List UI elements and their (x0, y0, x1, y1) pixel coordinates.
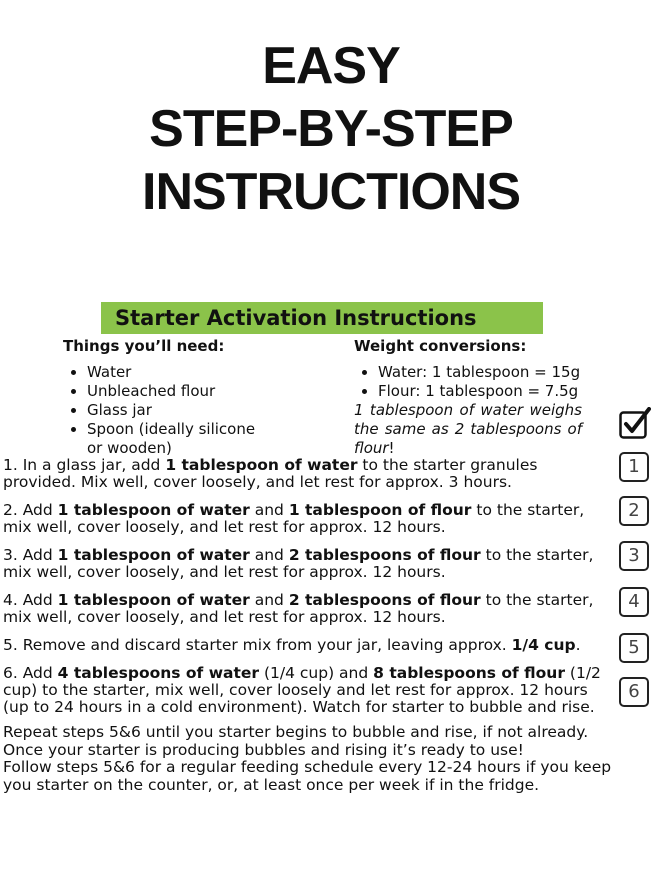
needs-heading: Things you’ll need: (63, 337, 225, 355)
repeat-instructions (3, 724, 613, 794)
step-2: 2. Add 1 tablespoon of water and 1 tablespoon of flour to the starter, mix well, cover loosely, and let rest for approx. 12 hours. (3, 501, 585, 536)
step-3: 3. Add 1 tablespoon of water and 2 tablespoons of flour to the starter, mix well, cover loosely, and let rest for approx. 12 hours. (3, 546, 594, 581)
title-line-1: EASY (262, 37, 400, 95)
repeat-line-2: Once your starter is producing bubbles and rising it’s ready to use! (3, 740, 524, 759)
needs-item: • Water (87, 363, 303, 382)
conversions-heading: Weight conversions: (354, 337, 527, 355)
section-banner: Starter Activation Instructions (101, 302, 543, 334)
needs-section (63, 337, 303, 458)
step-1-number-box: 1 (619, 452, 649, 482)
checked-box-icon (619, 407, 651, 439)
step-4: 4. Add 1 tablespoon of water and 2 tablespoons of flour to the starter, mix well, cover loosely, and let rest for approx. 12 hours. (3, 591, 594, 626)
needs-list (63, 363, 303, 458)
step-4-number-box: 4 (619, 587, 649, 617)
conversion-note (354, 401, 582, 458)
repeat-line-3: Follow steps 5&6 for a regular feeding schedule every 12-24 hours if you keep you starter on the counter, or, at least once per week if in the fridge. (3, 758, 612, 794)
conversions-section (354, 337, 582, 458)
needs-item: • Glass jar (87, 401, 303, 420)
conversion-item: • Flour: 1 tablespoon = 7.5g (378, 382, 582, 401)
title-line-3: INSTRUCTIONS (142, 163, 520, 221)
repeat-line-1: Repeat steps 5&6 until you starter begins to bubble and rise, if not already. (3, 723, 589, 741)
steps-list (3, 457, 606, 727)
conversion-item: • Water: 1 tablespoon = 15g (378, 363, 582, 382)
step-5-number-box: 5 (619, 633, 649, 663)
conversion-note-text: 1 tablespoon of water weighs the same as 2 tablespoons of flour (354, 401, 582, 457)
step-2-number-box: 2 (619, 496, 649, 526)
step-6-number-box: 6 (619, 677, 649, 707)
step-6: 6. Add 4 tablespoons of water (1/4 cup) and 8 tablespoons of flour (1/2 cup) to the starter, mix well, cover loosely and let rest for approx. 12 hours (up to 24 hours in a cold environment). Watch for starter to bubble and rise. (3, 664, 601, 716)
title-line-2: STEP-BY-STEP (149, 100, 513, 158)
step-5: 5. Remove and discard starter mix from your jar, leaving approx. 1/4 cup. (3, 636, 581, 654)
conversions-list (354, 363, 582, 401)
needs-item: • Spoon (ideally silicone or wooden) (87, 420, 262, 458)
step-3-number-box: 3 (619, 541, 649, 571)
step-1: 1. In a glass jar, add 1 tablespoon of water to the starter granules provided. Mix well, cover loosely, and let rest for approx. 3 hours. (3, 456, 538, 491)
needs-item: • Unbleached flour (87, 382, 303, 401)
conversion-note-mark: ! (388, 439, 395, 457)
